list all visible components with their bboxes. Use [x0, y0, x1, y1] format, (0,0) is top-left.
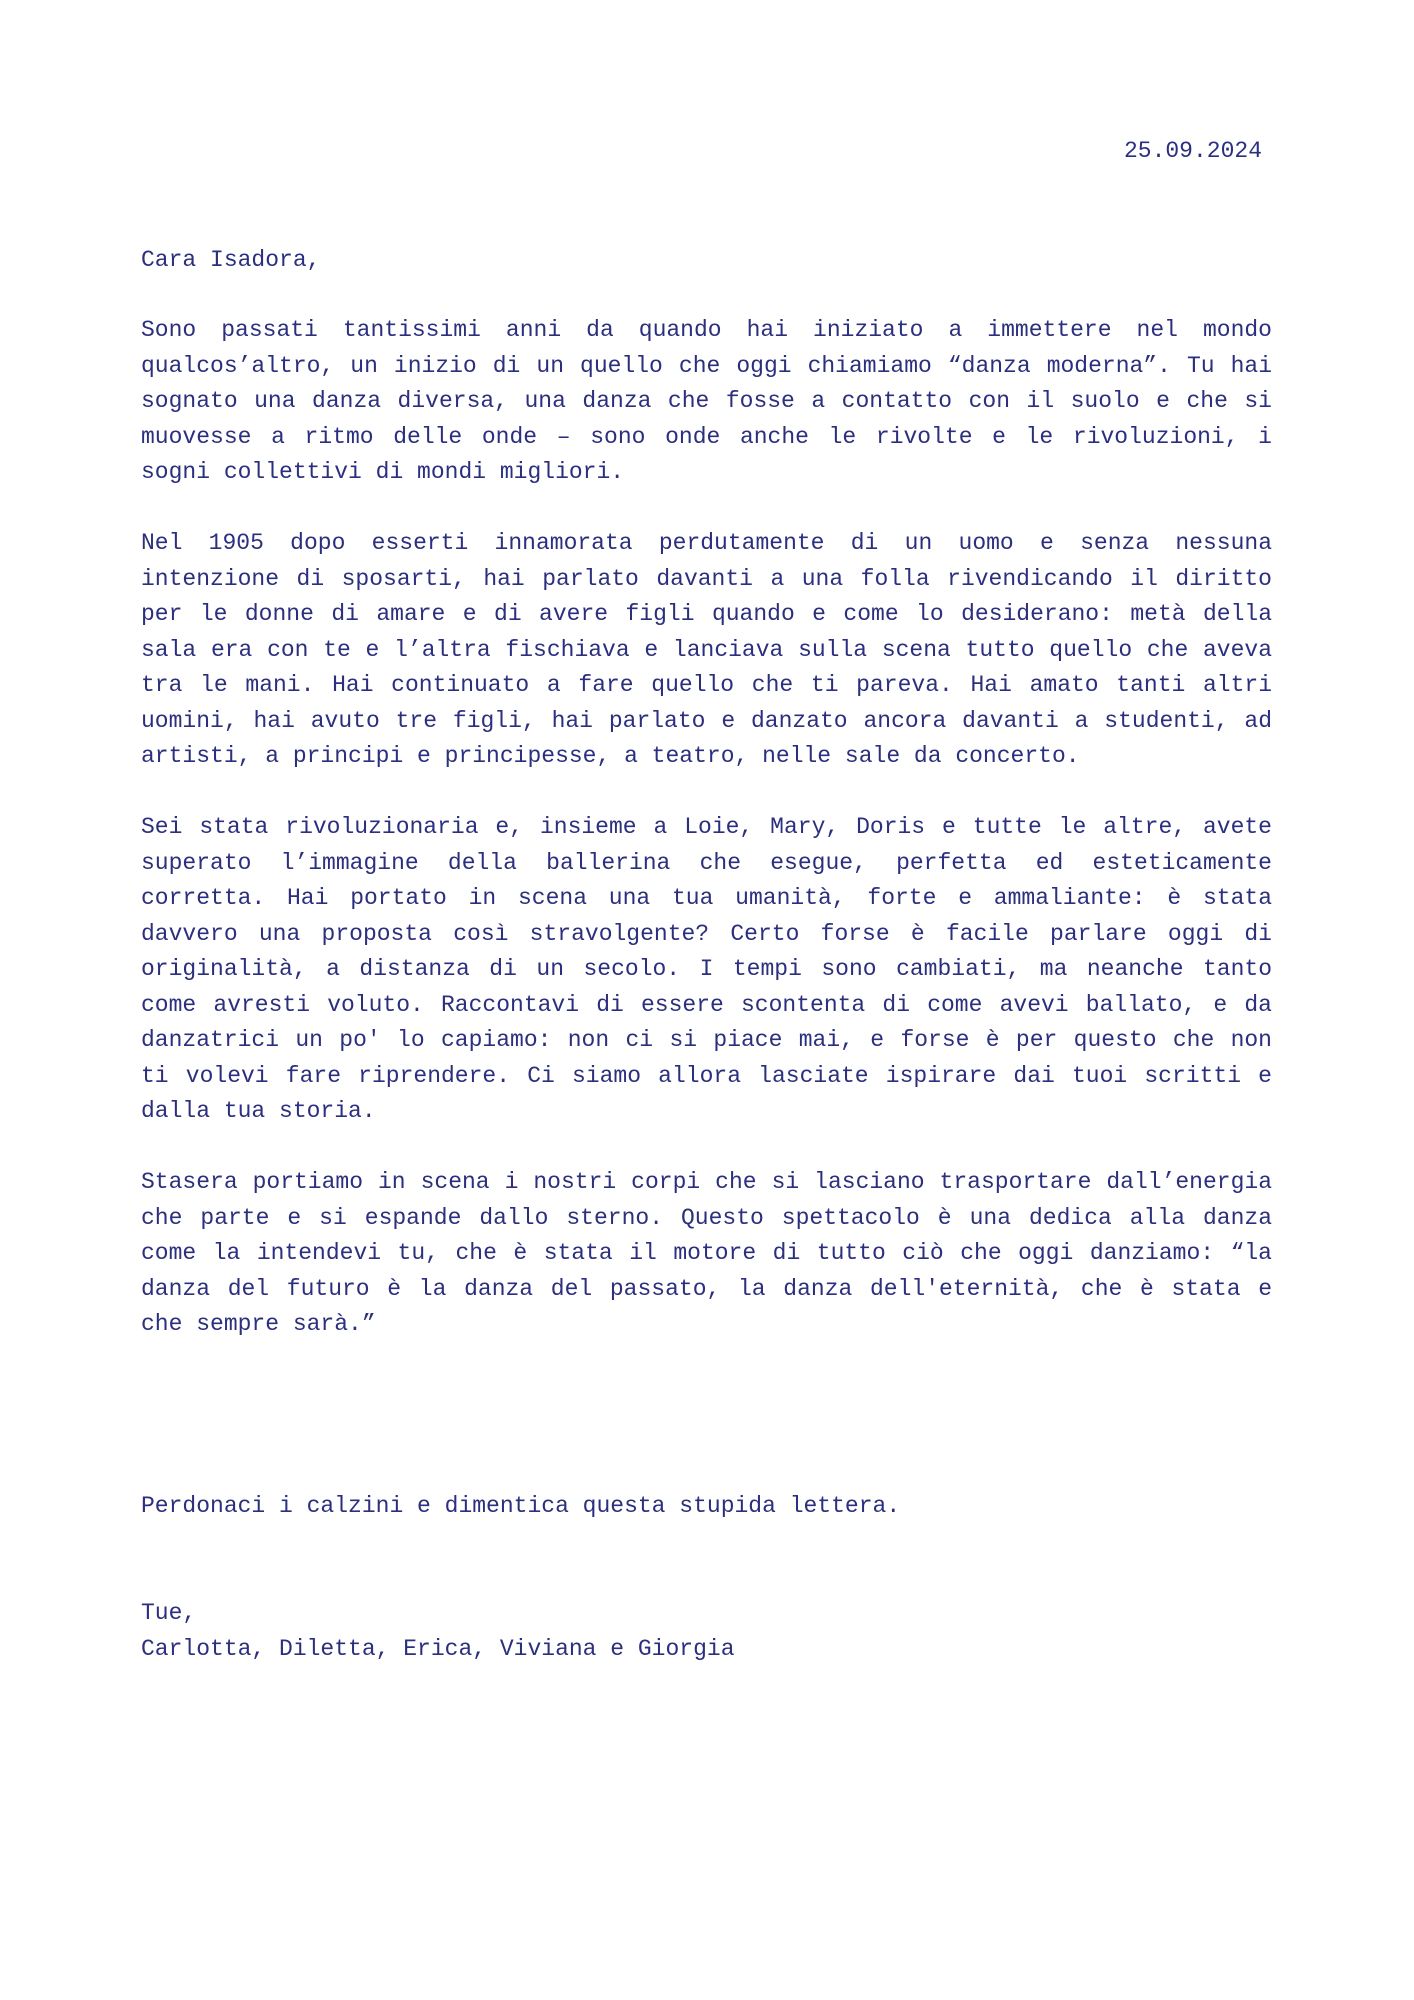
- letter-paragraph: Sei stata rivoluzionaria e, insieme a Loie, Mary, Doris e tutte le altre, avete superato l’immagine della ballerina che esegue, perfetta ed esteticamente corretta. Hai portato in scena una tua umanità, forte e ammaliante: è stata davvero una proposta così stravolgente? Certo forse è facile parlare oggi di originalità, a distanza di un secolo. I tempi sono cambiati, ma neanche tanto come avresti voluto. Raccontavi di essere scontenta di come avevi ballato, e da danzatrici un po' lo capiamo: non ci si piace mai, e forse è per questo che non ti volevi fare riprendere. Ci siamo allora lasciate ispirare dai tuoi scritti e dalla tua storia.: [141, 814, 1272, 1124]
- letter-paragraph: Sono passati tantissimi anni da quando hai iniziato a immettere nel mondo qualcos’altro, un inizio di un quello che oggi chiamiamo “danza moderna”. Tu hai sognato una danza diversa, una danza che fosse a contatto con il suolo e che si muovesse a ritmo delle onde – sono onde anche le rivolte e le rivoluzioni, i sogni collettivi di mondi migliori.: [141, 317, 1272, 485]
- letter-paragraph: Nel 1905 dopo esserti innamorata perdutamente di un uomo e senza nessuna intenzione di sposarti, hai parlato davanti a una folla rivendicando il diritto per le donne di amare e di avere figli quando e come lo desiderano: metà della sala era con te e l’altra fischiava e lanciava sulla scena tutto quello che aveva tra le mani. Hai continuato a fare quello che ti pareva. Hai amato tanti altri uomini, hai avuto tre figli, hai parlato e danzato ancora davanti a studenti, ad artisti, a principi e principesse, a teatro, nelle sale da concerto.: [141, 530, 1272, 769]
- letter-date: 25.09.2024: [1123, 138, 1262, 164]
- letter-signature-block: [141, 1596, 735, 1667]
- letter-signatories: Carlotta, Diletta, Erica, Viviana e Giorgia: [141, 1635, 735, 1662]
- letter-closing: Perdonaci i calzini e dimentica questa stupida lettera.: [141, 1493, 901, 1519]
- letter-paragraph: Stasera portiamo in scena i nostri corpi che si lasciano trasportare dall’energia che parte e si espande dallo sterno. Questo spettacolo è una dedica alla danza come la intendevi tu, che è stata il motore di tutto ciò che oggi danziamo: “la danza del futuro è la danza del passato, la danza dell'eternità, che è stata e che sempre sarà.”: [141, 1169, 1272, 1337]
- letter-greeting: Cara Isadora,: [141, 247, 321, 273]
- letter-body: [141, 313, 1272, 1378]
- letter-signoff: Tue,: [141, 1600, 197, 1626]
